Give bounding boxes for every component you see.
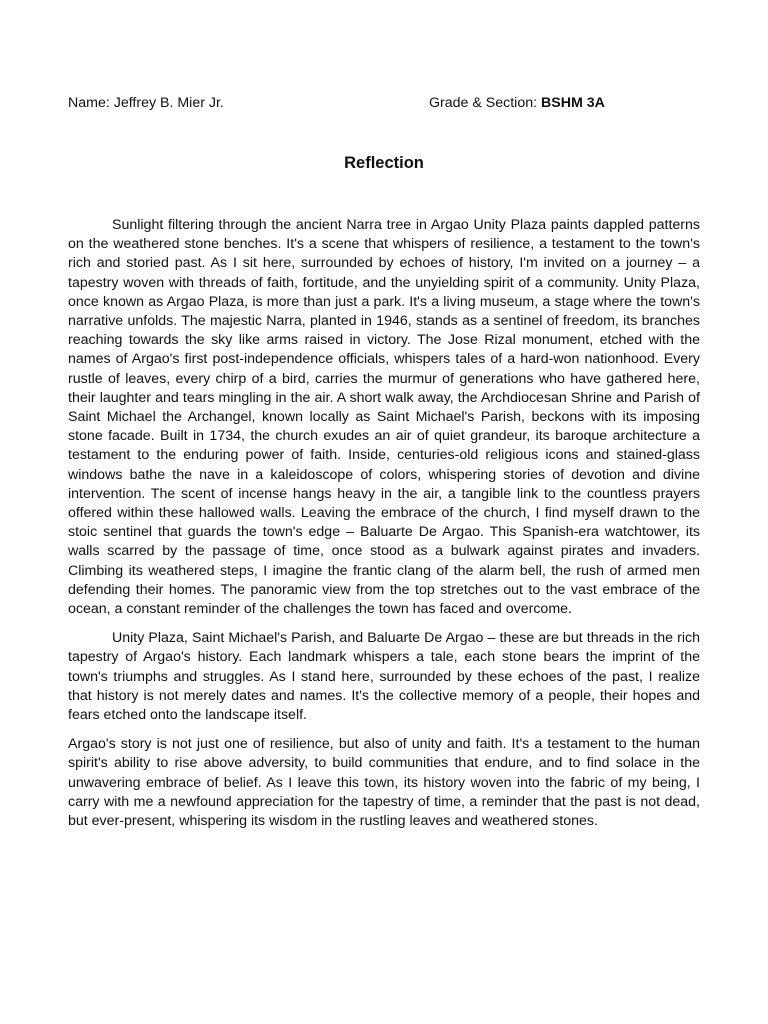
document-title: Reflection — [344, 154, 424, 172]
grade-value: BSHM 3A — [540, 95, 605, 111]
document-body — [68, 216, 700, 841]
paragraph-2: Unity Plaza, Saint Michael's Parish, and Baluarte De Argao – these are but threads in the rich tapestry of Argao's history. Each landmark whispers a tale, each stone bears the imprint of the town's triumphs and struggles. As I stand here, surrounded by these echoes of the past, I realize that history is not merely dates and names. It's the collective memory of a people, their hopes and fears etched onto the landscape itself. — [68, 630, 700, 724]
grade-section — [429, 93, 605, 113]
document-header — [68, 93, 700, 113]
name-label: Name: — [68, 95, 114, 111]
name-value: Jeffrey B. Mier Jr. — [113, 95, 224, 111]
paragraph-3: Argao's story is not just one of resilience, but also of unity and faith. It's a testament to the human spirit's ability to rise above adversity, to build communities that endure, and to find solace in the unwavering embrace of belief. As I leave this town, its history woven into the fabric of my being, I carry with me a newfound appreciation for the tapestry of time, a reminder that the past is not dead, but ever-present, whispering its wisdom in the rustling leaves and weathered stones. — [68, 736, 700, 830]
paragraph-1: Sunlight filtering through the ancient Narra tree in Argao Unity Plaza paints dappled patterns on the weathered stone benches. It's a scene that whispers of resilience, a testament to the town's rich and storied past. As I sit here, surrounded by echoes of history, I'm invited on a journey – a tapestry woven with threads of faith, fortitude, and the unyielding spirit of a community. Unity Plaza, once known as Argao Plaza, is more than just a park. It's a living museum, a stage where the town's narrative unfolds. The majestic Narra, planted in 1946, stands as a sentinel of freedom, its branches reaching towards the sky like arms raised in victory. The Jose Rizal monument, etched with the names of Argao's first post-independence officials, whispers tales of a hard-won nationhood. Every rustle of leaves, every chirp of a bird, carries the murmur of generations who have gathered here, their laughter and tears mingling in the air. A short walk away, the Archdiocesan Shrine and Parish of Saint Michael the Archangel, known locally as Saint Michael's Parish, beckons with its imposing stone facade. Built in 1734, the church exudes an air of quiet grandeur, its baroque architecture a testament to the enduring power of faith. Inside, centuries-old religious icons and stained-glass windows bathe the nave in a kaleidoscope of colors, whispering stories of devotion and divine intervention. The scent of incense hangs heavy in the air, a tangible link to the countless prayers offered within these hallowed walls. Leaving the embrace of the church, I find myself drawn to the stoic sentinel that guards the town's edge – Baluarte De Argao. This Spanish-era watchtower, its walls scarred by the passage of time, once stood as a bulwark against pirates and invaders. Climbing its weathered steps, I imagine the frantic clang of the alarm bell, the rush of armed men defending their homes. The panoramic view from the top stretches out to the vast embrace of the ocean, a constant reminder of the challenges the town has faced and overcome. — [68, 217, 700, 618]
grade-label: Grade & Section: — [429, 95, 541, 111]
student-name — [68, 93, 224, 113]
